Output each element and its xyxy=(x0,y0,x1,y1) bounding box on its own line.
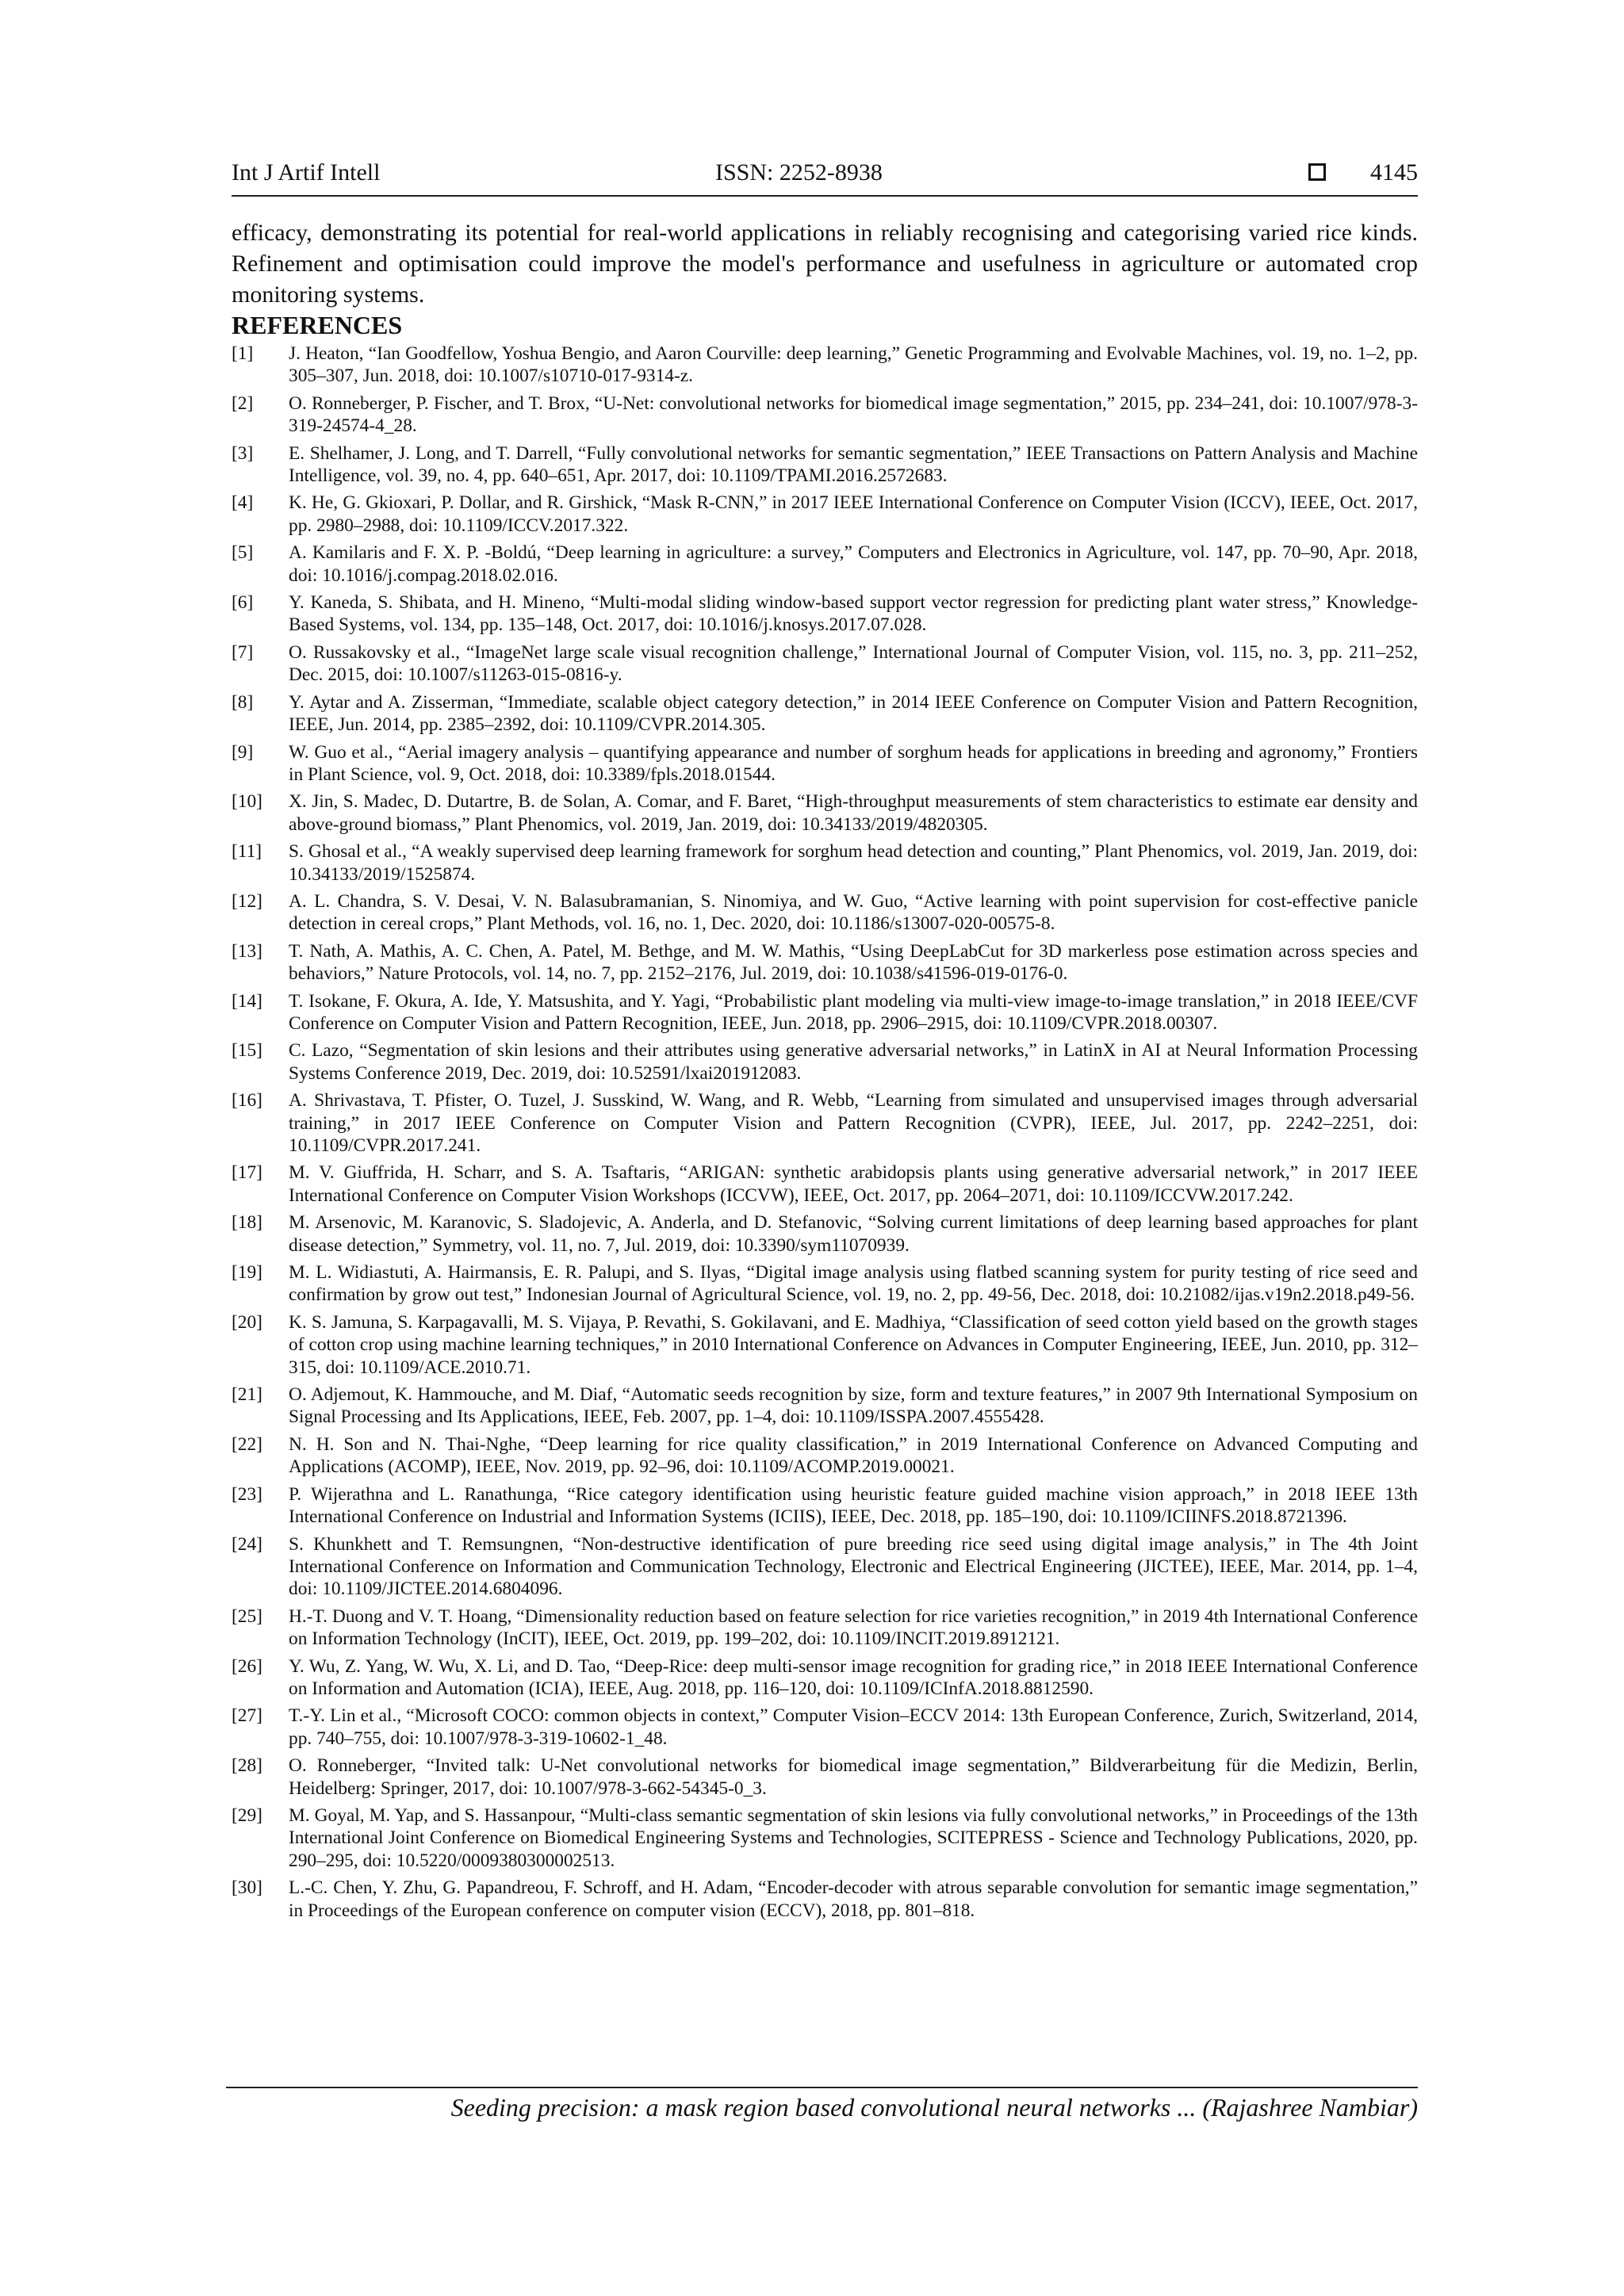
reference-number: [27] xyxy=(232,1705,262,1727)
reference-item xyxy=(232,1755,1418,1800)
reference-number: [14] xyxy=(232,990,262,1012)
reference-number: [13] xyxy=(232,940,262,962)
reference-item xyxy=(232,1261,1418,1307)
reference-text: X. Jin, S. Madec, D. Dutartre, B. de Solan, A. Comar, and F. Baret, “High-throughput measurements of stem characteristics to estimate ear density and above-ground biomass,” Plant Phenomics, vol. 2019, Jan. 2019, doi: 10.34133/2019/4820305. xyxy=(289,791,1418,835)
reference-item xyxy=(232,1311,1418,1379)
reference-number: [10] xyxy=(232,791,262,813)
reference-text: Y. Wu, Z. Yang, W. Wu, X. Li, and D. Tao, “Deep-Rice: deep multi-sensor image recognition for grading rice,” in 2018 IEEE International Conference on Information and Automation (ICIA), IEEE, Aug. 2018, pp. 116–120, doi: 10.1109/ICInfA.2018.8812590. xyxy=(289,1655,1418,1699)
reference-item xyxy=(232,790,1418,836)
reference-item xyxy=(232,990,1418,1035)
reference-item xyxy=(232,1089,1418,1157)
reference-text: M. L. Widiastuti, A. Hairmansis, E. R. Palupi, and S. Ilyas, “Digital image analysis using flatbed scanning system for purity testing of rice seed and confirmation by grow out test,” Indonesian Journal of Agricultural Science, vol. 19, no. 2, pp. 49-56, Dec. 2018, doi: 10.21082/ijas.v19n2.2018.p49-56. xyxy=(289,1262,1418,1306)
reference-item xyxy=(232,1533,1418,1601)
reference-number: [7] xyxy=(232,641,254,663)
reference-item xyxy=(232,741,1418,786)
references-heading: REFERENCES xyxy=(232,311,403,339)
reference-item xyxy=(232,1877,1418,1922)
reference-item xyxy=(232,890,1418,936)
reference-text: A. Kamilaris and F. X. P. -Boldú, “Deep learning in agriculture: a survey,” Computers and Electronics in Agriculture, vol. 147, pp. 70–90, Apr. 2018, doi: 10.1016/j.compag.2018.02.016. xyxy=(289,542,1418,586)
reference-text: O. Ronneberger, P. Fischer, and T. Brox, “U-Net: convolutional networks for biomedical image segmentation,” 2015, pp. 234–241, doi: 10.1007/978-3-319-24574-4_28. xyxy=(289,392,1418,437)
reference-text: J. Heaton, “Ian Goodfellow, Yoshua Bengio, and Aaron Courville: deep learning,” Genetic Programming and Evolvable Machines, vol. 19, no. 1–2, pp. 305–307, Jun. 2018, doi: 10.1007/s10710-017-9314-z. xyxy=(289,343,1418,387)
reference-item xyxy=(232,1605,1418,1651)
reference-text: Y. Kaneda, S. Shibata, and H. Mineno, “Multi-modal sliding window-based support vector regression for predicting plant water stress,” Knowledge-Based Systems, vol. 134, pp. 135–148, Oct. 2017, doi: 10.1016/j.knosys.2017.07.028. xyxy=(289,592,1418,636)
reference-number: [4] xyxy=(232,492,254,514)
reference-number: [12] xyxy=(232,890,262,912)
reference-text: O. Ronneberger, “Invited talk: U-Net convolutional networks for biomedical image segmentation,” Bildverarbeitung für die Medizin, Berlin, Heidelberg: Springer, 2017, doi: 10.1007/978-3-662-54345-0_3. xyxy=(289,1755,1418,1799)
reference-list xyxy=(232,342,1418,1927)
reference-text: S. Khunkhett and T. Remsungnen, “Non-destructive identification of pure breeding rice seed using digital image analysis,” in The 4th Joint International Conference on Information and Communication Technology, Electronic and Electrical Engineering (JICTEE), IEEE, Mar. 2014, pp. 1–4, doi: 10.1109/JICTEE.2014.6804096. xyxy=(289,1533,1418,1600)
reference-text: O. Adjemout, K. Hammouche, and M. Diaf, “Automatic seeds recognition by size, form and texture features,” in 2007 9th International Symposium on Signal Processing and Its Applications, IEEE, Feb. 2007, pp. 1–4, doi: 10.1109/ISSPA.2007.4555428. xyxy=(289,1384,1418,1428)
reference-text: Y. Aytar and A. Zisserman, “Immediate, scalable object category detection,” in 2014 IEEE Conference on Computer Vision and Pattern Recognition, IEEE, Jun. 2014, pp. 2385–2392, doi: 10.1109/CVPR.2014.305. xyxy=(289,691,1418,736)
reference-item xyxy=(232,1483,1418,1529)
reference-item xyxy=(232,940,1418,985)
reference-text: T.-Y. Lin et al., “Microsoft COCO: common objects in context,” Computer Vision–ECCV 2014: 13th European Conference, Zurich, Switzerland, 2014, pp. 740–755, doi: 10.1007/978-3-319-10602-1_48. xyxy=(289,1705,1418,1749)
journal-name: Int J Artif Intell xyxy=(232,159,381,186)
hollow-square-icon xyxy=(1308,163,1326,181)
reference-item xyxy=(232,541,1418,587)
reference-text: H.-T. Duong and V. T. Hoang, “Dimensionality reduction based on feature selection for rice varieties recognition,” in 2019 4th International Conference on Information Technology (InCIT), IEEE, Oct. 2019, pp. 199–202, doi: 10.1109/INCIT.2019.8912121. xyxy=(289,1605,1418,1650)
reference-item xyxy=(232,1804,1418,1872)
reference-text: S. Ghosal et al., “A weakly supervised deep learning framework for sorghum head detection and counting,” Plant Phenomics, vol. 2019, Jan. 2019, doi: 10.34133/2019/1525874. xyxy=(289,841,1418,885)
reference-number: [16] xyxy=(232,1090,262,1112)
reference-text: N. H. Son and N. Thai-Nghe, “Deep learning for rice quality classification,” in 2019 International Conference on Advanced Computing and Applications (ACOMP), IEEE, Nov. 2019, pp. 92–96, doi: 10.1109/ACOMP.2019.00021. xyxy=(289,1433,1418,1478)
reference-number: [25] xyxy=(232,1605,262,1627)
reference-text: A. Shrivastava, T. Pfister, O. Tuzel, J. Susskind, W. Wang, and R. Webb, “Learning from simulated and unsupervised images through adversarial training,” in 2017 IEEE Conference on Computer Vision and Pattern Recognition (CVPR), IEEE, Jul. 2017, pp. 2242–2251, doi: 10.1109/CVPR.2017.241. xyxy=(289,1090,1418,1156)
issn-label: ISSN: 2252-8938 xyxy=(715,159,883,186)
reference-text: K. He, G. Gkioxari, P. Dollar, and R. Girshick, “Mask R-CNN,” in 2017 IEEE International Conference on Computer Vision (ICCV), IEEE, Oct. 2017, pp. 2980–2988, doi: 10.1109/ICCV.2017.322. xyxy=(289,492,1418,536)
intro-paragraph: efficacy, demonstrating its potential for real-world applications in reliably recognising and categorising varied rice kinds. Refinement and optimisation could improve the model's performance and usefulness in agriculture or automated crop monitoring systems. xyxy=(232,220,1418,308)
reference-number: [3] xyxy=(232,442,254,464)
reference-number: [29] xyxy=(232,1804,262,1826)
reference-item xyxy=(232,591,1418,637)
reference-number: [15] xyxy=(232,1040,262,1062)
header-divider xyxy=(232,195,1418,197)
reference-text: A. L. Chandra, S. V. Desai, V. N. Balasubramanian, S. Ninomiya, and W. Guo, “Active learning with point supervision for cost-effective panicle detection in cereal crops,” Plant Methods, vol. 16, no. 1, Dec. 2020, doi: 10.1186/s13007-020-00575-8. xyxy=(289,890,1418,935)
reference-number: [22] xyxy=(232,1433,262,1455)
reference-item xyxy=(232,1039,1418,1085)
reference-number: [6] xyxy=(232,592,254,614)
reference-item xyxy=(232,1383,1418,1429)
reference-item xyxy=(232,691,1418,737)
reference-number: [5] xyxy=(232,542,254,564)
reference-text: C. Lazo, “Segmentation of skin lesions and their attributes using generative adversarial networks,” in LatinX in AI at Neural Information Processing Systems Conference 2019, Dec. 2019, doi: 10.52591/lxai201912083. xyxy=(289,1040,1418,1084)
reference-item xyxy=(232,1433,1418,1479)
reference-number: [1] xyxy=(232,343,254,364)
reference-text: M. V. Giuffrida, H. Scharr, and S. A. Tsaftaris, “ARIGAN: synthetic arabidopsis plants using generative adversarial network,” in 2017 IEEE International Conference on Computer Vision Workshops (ICCVW), IEEE, Oct. 2017, pp. 2064–2071, doi: 10.1109/ICCVW.2017.242. xyxy=(289,1162,1418,1206)
reference-number: [18] xyxy=(232,1212,262,1234)
reference-item xyxy=(232,840,1418,886)
reference-item xyxy=(232,492,1418,537)
reference-text: M. Arsenovic, M. Karanovic, S. Sladojevic, A. Anderla, and D. Stefanovic, “Solving current limitations of deep learning based approaches for plant disease detection,” Symmetry, vol. 11, no. 7, Jul. 2019, doi: 10.3390/sym11070939. xyxy=(289,1212,1418,1256)
reference-text: T. Isokane, F. Okura, A. Ide, Y. Matsushita, and Y. Yagi, “Probabilistic plant modeling via multi-view image-to-image translation,” in 2018 IEEE/CVF Conference on Computer Vision and Pattern Recognition, IEEE, Jun. 2018, pp. 2906–2915, doi: 10.1109/CVPR.2018.00307. xyxy=(289,990,1418,1034)
running-footer: Seeding precision: a mask region based convolutional neural networks ... (Rajashree Nambiar) xyxy=(450,2093,1418,2122)
reference-item xyxy=(232,641,1418,687)
reference-text: M. Goyal, M. Yap, and S. Hassanpour, “Multi-class semantic segmentation of skin lesions via fully convolutional networks,” in Proceedings of the 13th International Joint Conference on Biomedical Engineering Systems and Technologies, SCITEPRESS - Science and Technology Publications, 2020, pp. 290–295, doi: 10.5220/0009380300002513. xyxy=(289,1804,1418,1871)
page-header xyxy=(232,155,1418,190)
reference-number: [28] xyxy=(232,1755,262,1777)
reference-item xyxy=(232,442,1418,488)
reference-number: [2] xyxy=(232,392,254,414)
reference-number: [11] xyxy=(232,841,262,863)
reference-number: [26] xyxy=(232,1655,262,1677)
reference-text: T. Nath, A. Mathis, A. C. Chen, A. Patel, M. Bethge, and M. W. Mathis, “Using DeepLabCut for 3D markerless pose estimation across species and behaviors,” Nature Protocols, vol. 14, no. 7, pp. 2152–2176, Jul. 2019, doi: 10.1038/s41596-019-0176-0. xyxy=(289,940,1418,985)
reference-number: [19] xyxy=(232,1262,262,1284)
reference-number: [23] xyxy=(232,1483,262,1505)
reference-number: [21] xyxy=(232,1384,262,1406)
reference-text: K. S. Jamuna, S. Karpagavalli, M. S. Vijaya, P. Revathi, S. Gokilavani, and E. Madhiya, “Classification of seed cotton yield based on the growth stages of cotton crop using machine learning techniques,” in 2010 International Conference on Advances in Computer Engineering, IEEE, Jun. 2010, pp. 312–315, doi: 10.1109/ACE.2010.71. xyxy=(289,1311,1418,1378)
reference-number: [30] xyxy=(232,1877,262,1899)
reference-number: [20] xyxy=(232,1311,262,1333)
reference-item xyxy=(232,392,1418,438)
reference-text: E. Shelhamer, J. Long, and T. Darrell, “Fully convolutional networks for semantic segmentation,” IEEE Transactions on Pattern Analysis and Machine Intelligence, vol. 39, no. 4, pp. 640–651, Apr. 2017, doi: 10.1109/TPAMI.2016.2572683. xyxy=(289,442,1418,487)
reference-item xyxy=(232,1211,1418,1257)
reference-item xyxy=(232,342,1418,388)
reference-item xyxy=(232,1655,1418,1701)
reference-text: O. Russakovsky et al., “ImageNet large scale visual recognition challenge,” International Journal of Computer Vision, vol. 115, no. 3, pp. 211–252, Dec. 2015, doi: 10.1007/s11263-015-0816-y. xyxy=(289,641,1418,686)
reference-text: P. Wijerathna and L. Ranathunga, “Rice category identification using heuristic feature guided machine vision approach,” in 2018 IEEE 13th International Conference on Industrial and Information Systems (ICIIS), IEEE, Dec. 2018, pp. 185–190, doi: 10.1109/ICIINFS.2018.8721396. xyxy=(289,1483,1418,1528)
reference-item xyxy=(232,1705,1418,1750)
reference-number: [9] xyxy=(232,741,254,763)
reference-number: [24] xyxy=(232,1533,262,1555)
footer-divider xyxy=(226,2087,1418,2088)
page-number: 4145 xyxy=(1370,159,1418,186)
reference-item xyxy=(232,1161,1418,1207)
reference-text: W. Guo et al., “Aerial imagery analysis – quantifying appearance and number of sorghum heads for applications in breeding and agronomy,” Frontiers in Plant Science, vol. 9, Oct. 2018, doi: 10.3389/fpls.2018.01544. xyxy=(289,741,1418,785)
reference-number: [8] xyxy=(232,691,254,713)
reference-number: [17] xyxy=(232,1162,262,1184)
reference-text: L.-C. Chen, Y. Zhu, G. Papandreou, F. Schroff, and H. Adam, “Encoder-decoder with atrous separable convolution for semantic image segmentation,” in Proceedings of the European conference on computer vision (ECCV), 2018, pp. 801–818. xyxy=(289,1877,1418,1921)
